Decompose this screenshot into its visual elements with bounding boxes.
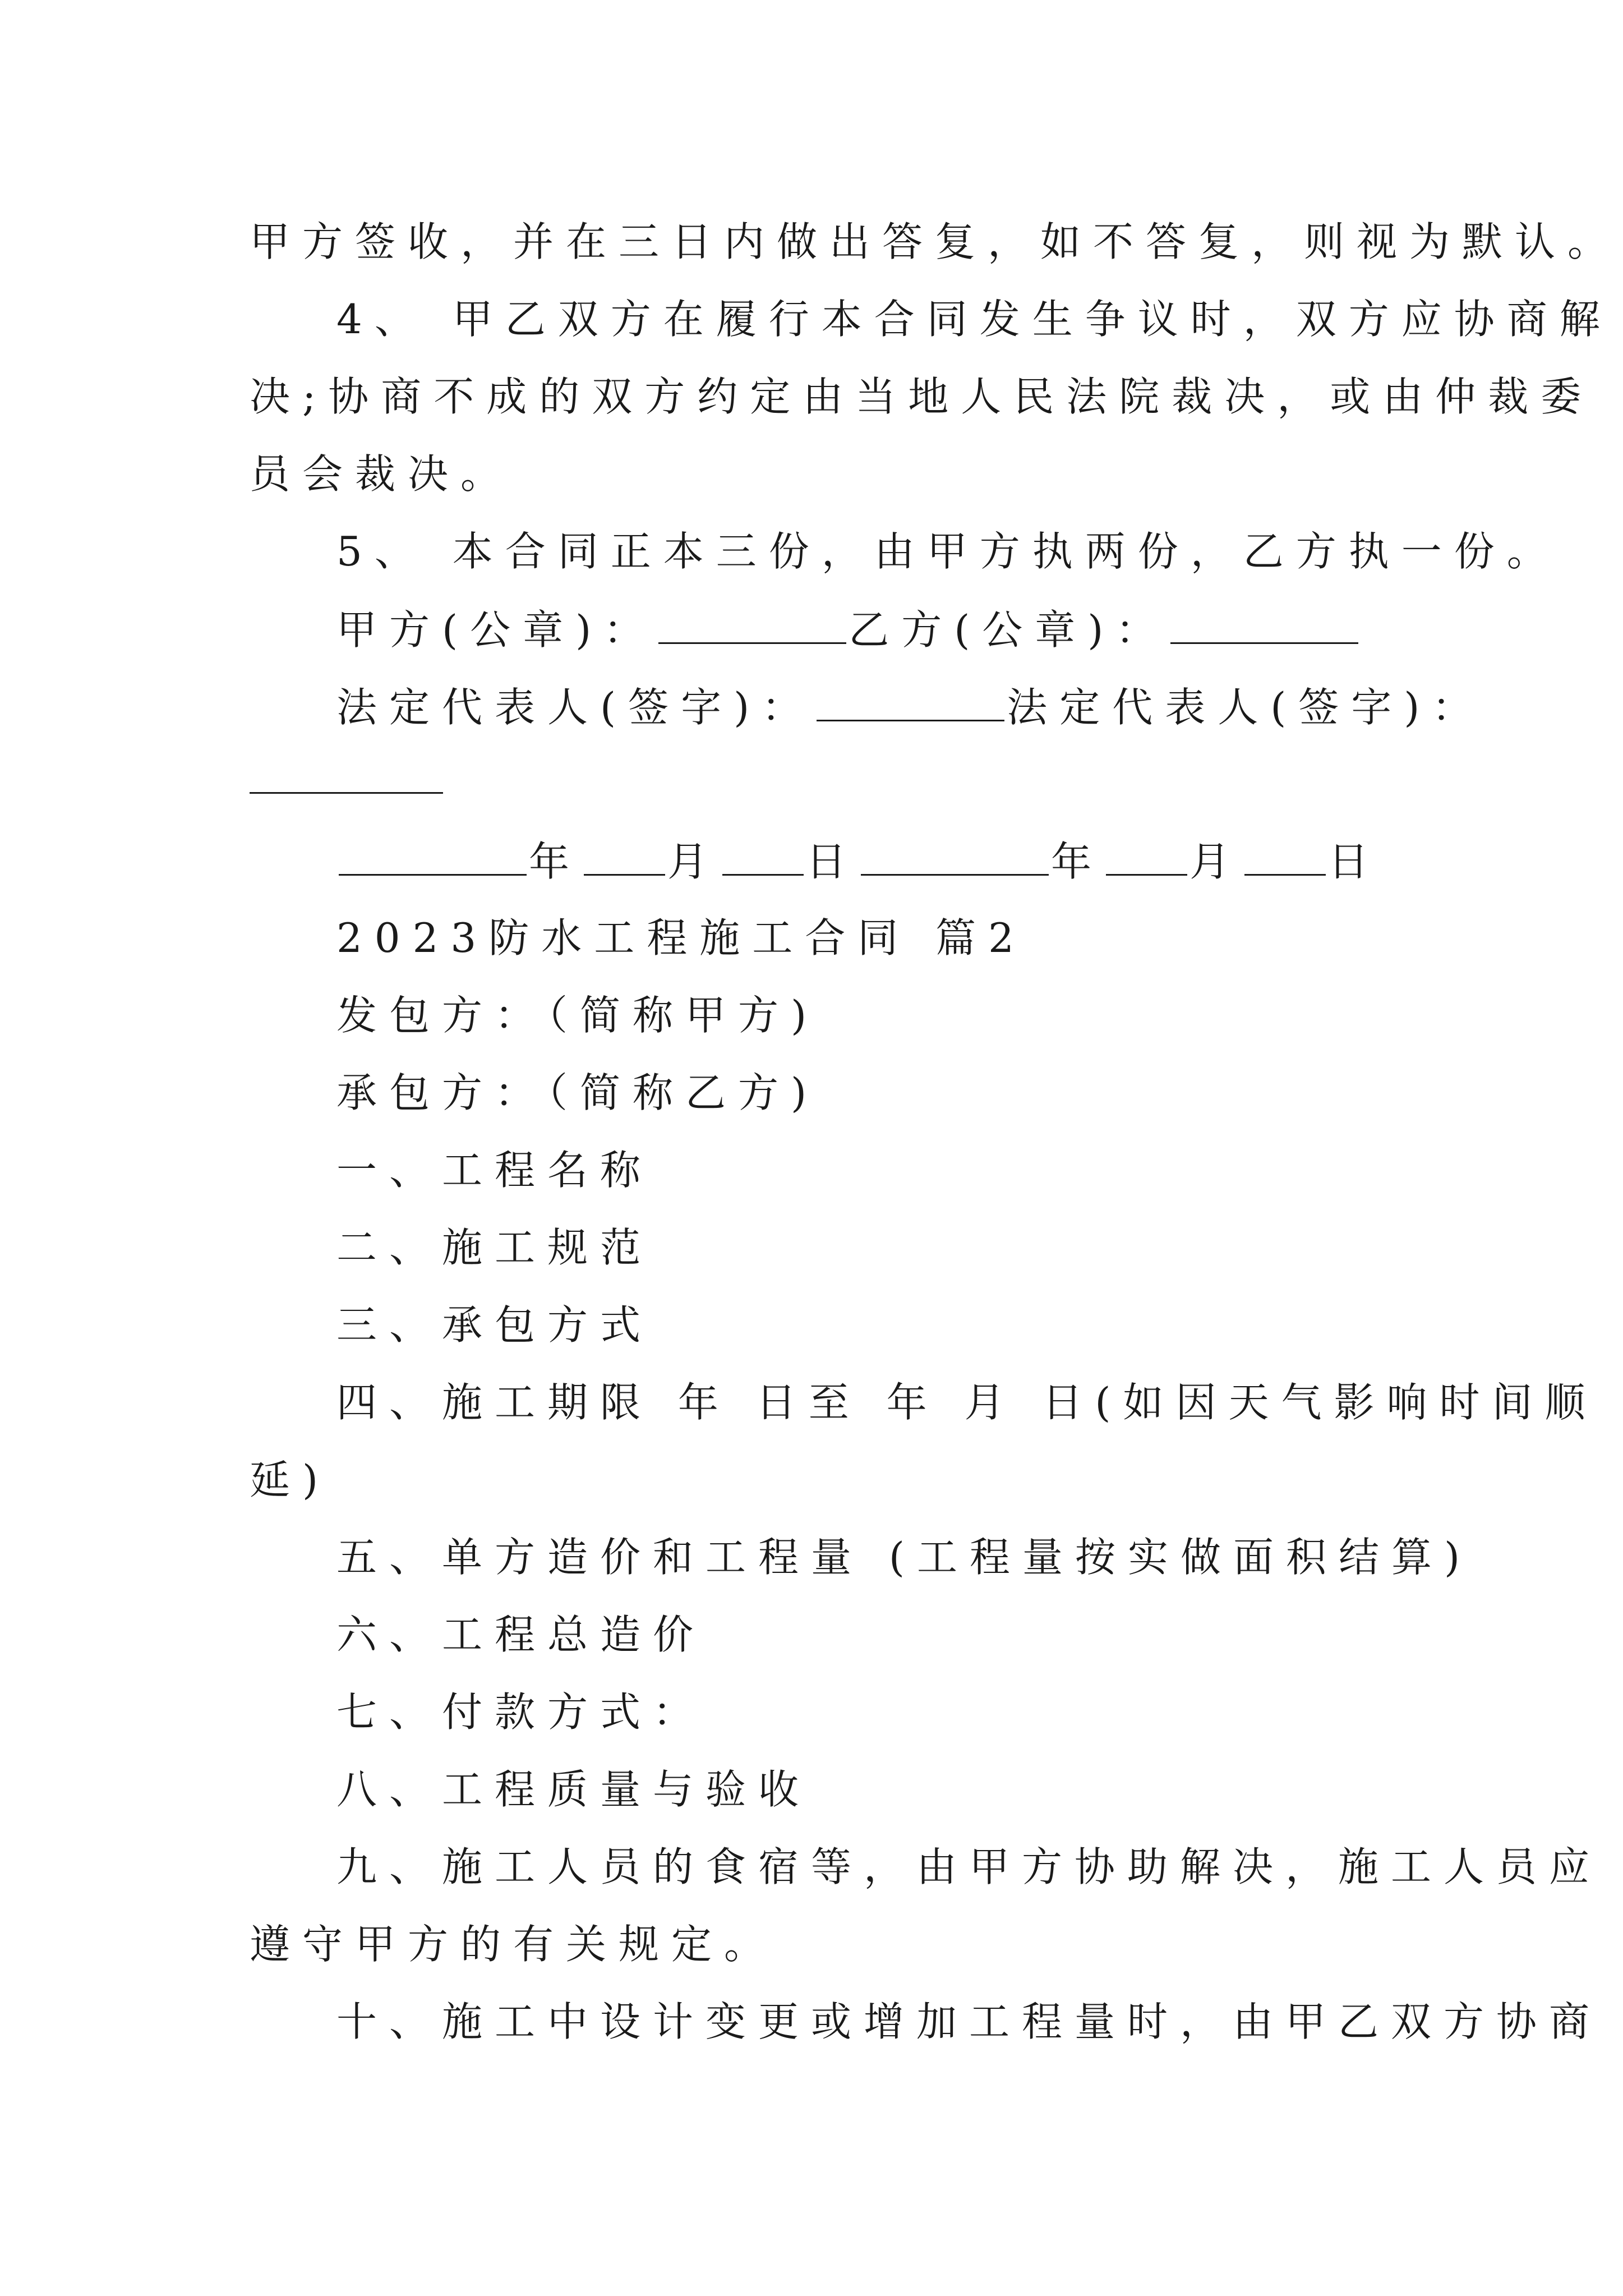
clause-item: 七、付款方式： [336, 1688, 706, 1736]
party-signature-row [336, 606, 1361, 654]
clause-item: 延) [250, 1456, 331, 1503]
clause-item: 四、施工期限 年 日至 年 月 日(如因天气影响时间顺 [336, 1379, 1598, 1426]
date-row [336, 838, 1381, 885]
contractor-line: 承包方：（简称乙方) [336, 1069, 819, 1116]
rep-b-label: 法定代表人(签字)： [1007, 684, 1485, 731]
clause-item: 二、施工规范 [336, 1224, 653, 1271]
month-label: 月 [667, 838, 721, 885]
employer-line: 发包方：（简称甲方) [336, 992, 819, 1039]
representative-signature-row [336, 684, 1485, 731]
text-line: 4、 甲乙双方在履行本合同发生争议时，双方应协商解 [336, 296, 1612, 343]
rep-b-blank [250, 792, 443, 794]
year-label: 年 [1051, 838, 1104, 885]
text-line: 甲方签收，并在三日内做出答复，如不答复，则视为默认。 [250, 218, 1621, 265]
text-line: 员会裁决。 [250, 450, 514, 498]
month-blank-a [584, 840, 665, 876]
year-label: 年 [529, 838, 582, 885]
clause-item: 十、施工中设计变更或增加工程量时，由甲乙双方协商 [336, 1998, 1602, 2045]
day-label: 日 [1328, 838, 1381, 885]
day-blank-a [722, 840, 804, 876]
month-blank-b [1106, 840, 1187, 876]
clause-item: 一、工程名称 [336, 1147, 653, 1194]
text-line: 5、 本合同正本三份，由甲方执两份，乙方执一份。 [336, 528, 1560, 575]
year-blank-b [861, 840, 1049, 876]
party-b-blank [1170, 609, 1358, 644]
day-label: 日 [806, 838, 859, 885]
clause-item: 九、施工人员的食宿等，由甲方协助解决，施工人员应 [336, 1843, 1602, 1890]
party-a-blank [658, 609, 846, 644]
clause-item: 五、单方造价和工程量 (工程量按实做面积结算) [336, 1534, 1473, 1581]
text-line: 决;协商不成的双方约定由当地人民法院裁决，或由仲裁委 [250, 373, 1594, 420]
clause-item: 六、工程总造价 [336, 1611, 706, 1658]
party-a-label: 甲方(公章)： [336, 606, 657, 654]
clause-item: 遵守甲方的有关规定。 [250, 1921, 777, 1968]
rep-a-blank [817, 686, 1004, 721]
clause-item: 八、工程质量与验收 [336, 1766, 811, 1813]
day-blank-b [1244, 840, 1326, 876]
rep-a-label: 法定代表人(签字)： [336, 684, 815, 731]
month-label: 月 [1189, 838, 1243, 885]
year-blank-a [339, 840, 527, 876]
party-b-label: 乙方(公章)： [849, 606, 1169, 654]
section-title: 2023防水工程施工合同 篇2 [336, 914, 1026, 961]
clause-item: 三、承包方式 [336, 1301, 653, 1349]
